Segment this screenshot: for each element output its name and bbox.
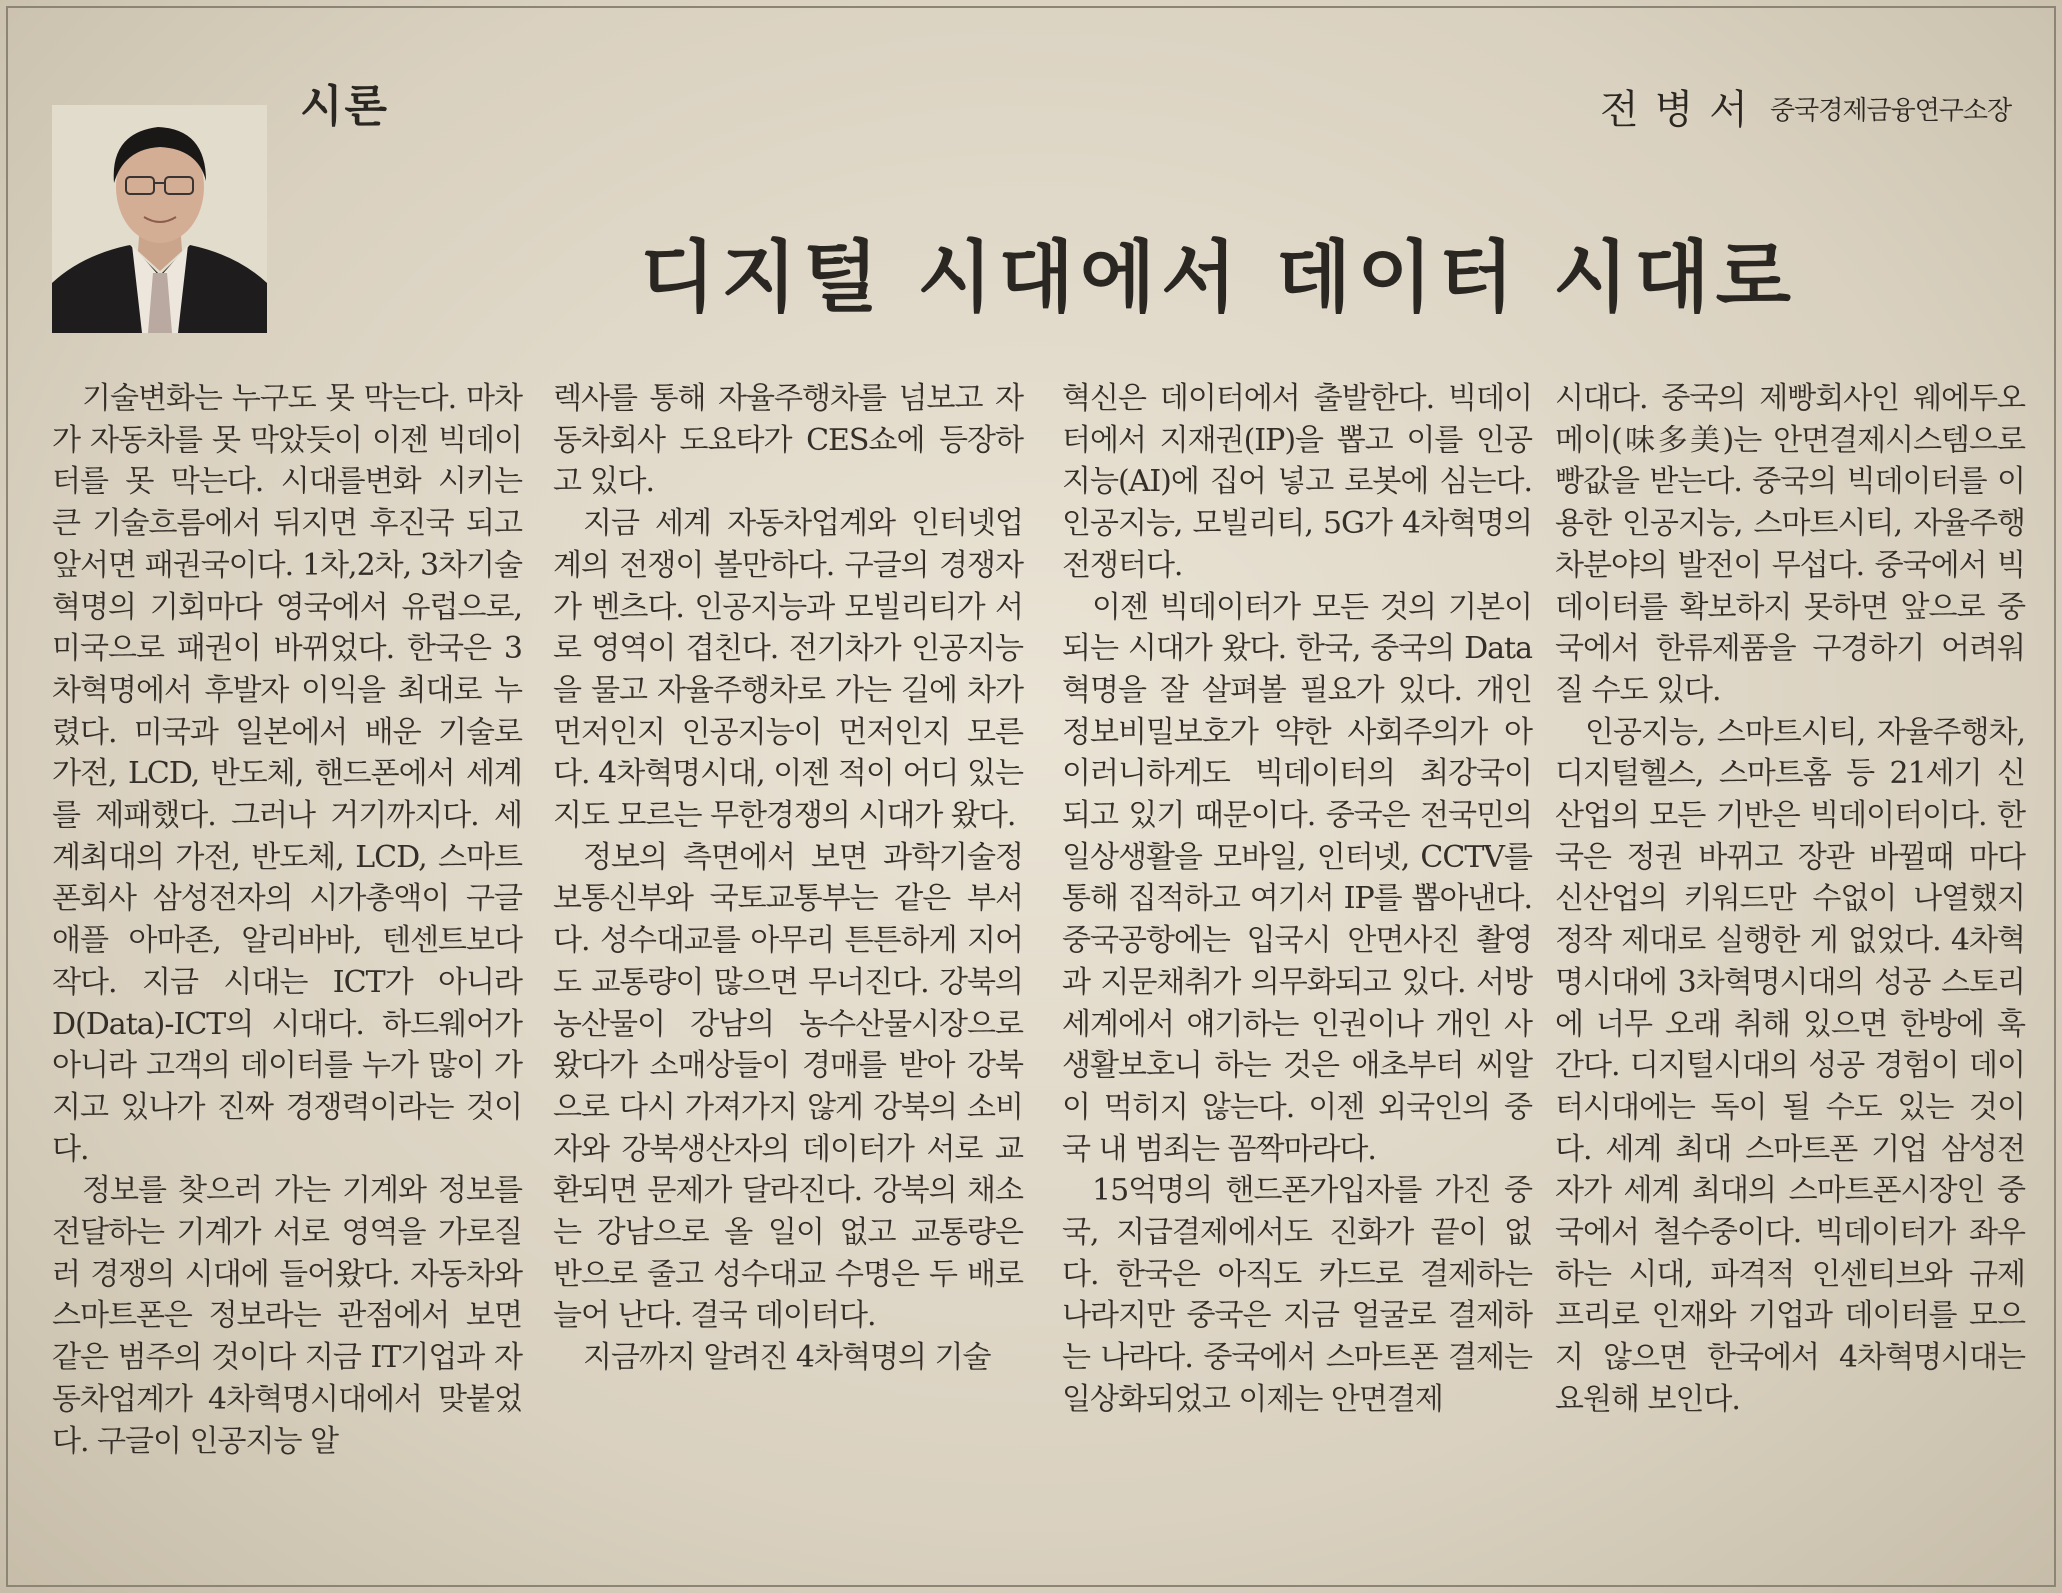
- article-column-2: [553, 378, 1023, 1379]
- paragraph: 렉사를 통해 자율주행차를 넘보고 자동차회사 도요타가 CES쇼에 등장하고 있다.: [553, 381, 1023, 500]
- article-column-1: [52, 378, 522, 1462]
- article-headline: 디지털 시대에서 데이터 시대로: [640, 232, 1797, 323]
- author-affiliation: 중국경제금융연구소장: [1770, 96, 2012, 126]
- paragraph: 지금 세계 자동차업계와 인터넷업계의 전쟁이 볼만하다. 구글의 경쟁자가 벤츠다. 인공지능과 모빌리티가 서로 영역이 겹친다. 전기차가 인공지능을 물고 자율주행차로 가는 길에 차가 먼저인지 인공지능이 먼저인지 모른다. 4차혁명시대, 이젠 적이 어디 있는지도 모르는 무한경쟁의 시대가 왔다.: [553, 506, 1023, 834]
- article-column-3: [1062, 378, 1532, 1421]
- author-portrait: [52, 105, 267, 333]
- paragraph: 기술변화는 누구도 못 막는다. 마차가 자동차를 못 막았듯이 이젠 빅데이터를 못 막는다. 시대를변화 시키는 큰 기술흐름에서 뒤지면 후진국 되고 앞서면 패권국이다. 1차,2차, 3차기술혁명의 기회마다 영국에서 유럽으로, 미국으로 패권이 바뀌었다. 한국은 3차혁명에서 후발자 이익을 최대로 누렸다. 미국과 일본에서 배운 기술로 가전, LCD, 반도체, 핸드폰에서 세계를 제패했다. 그러나 거기까지다. 세계최대의 가전, 반도체, LCD, 스마트폰회사 삼성전자의 시가총액이 구글 애플 아마존, 알리바바, 텐센트보다 작다. 지금 시대는 ICT가 아니라 D(Data)-ICT의 시대다. 하드웨어가 아니라 고객의 데이터를 누가 많이 가지고 있나가 진짜 경쟁력이라는 것이다.: [52, 381, 522, 1167]
- paragraph: 혁신은 데이터에서 출발한다. 빅데이터에서 지재권(IP)을 뽑고 이를 인공지능(AI)에 집어 넣고 로봇에 심는다. 인공지능, 모빌리티, 5G가 4차혁명의 전쟁터다.: [1062, 381, 1532, 583]
- paragraph: 정보를 찾으러 가는 기계와 정보를 전달하는 기계가 서로 영역을 가로질러 경쟁의 시대에 들어왔다. 자동차와 스마트폰은 정보라는 관점에서 보면 같은 범주의 것이다 지금 IT기업과 자동차업계가 4차혁명시대에서 맞붙었다. 구글이 인공지능 알: [52, 1173, 522, 1459]
- author-name: 전병서: [1600, 87, 1764, 133]
- paragraph: 인공지능, 스마트시티, 자율주행차, 디지털헬스, 스마트홈 등 21세기 신산업의 모든 기반은 빅데이터이다. 한국은 정권 바뀌고 장관 바뀔때 마다 신산업의 키워드만 수없이 나열했지 정작 제대로 실행한 게 없었다. 4차혁명시대에 3차혁명시대의 성공 스토리에 너무 오래 취해 있으면 한방에 훅 간다. 디지털시대의 성공 경험이 데이터시대에는 독이 될 수도 있는 것이다. 세계 최대 스마트폰 기업 삼성전자가 세계 최대의 스마트폰시장인 중국에서 철수중이다. 빅데이터가 좌우하는 시대, 파격적 인센티브와 규제 프리로 인재와 기업과 데이터를 모으지 않으면 한국에서 4차혁명시대는 요원해 보인다.: [1555, 714, 2025, 1417]
- paragraph: 지금까지 알려진 4차혁명의 기술: [583, 1340, 991, 1376]
- paragraph: 정보의 측면에서 보면 과학기술정보통신부와 국토교통부는 같은 부서다. 성수대교를 아무리 튼튼하게 지어도 교통량이 많으면 무너진다. 강북의 농산물이 강남의 농수산물시장으로 왔다가 소매상들이 경매를 받아 강북으로 다시 가져가지 않게 강북의 소비자와 강북생산자의 데이터가 서로 교환되면 문제가 달라진다. 강북의 채소는 강남으로 올 일이 없고 교통량은 반으로 줄고 성수대교 수명은 두 배로 늘어 난다. 결국 데이터다.: [553, 839, 1023, 1334]
- section-label: 시론: [300, 81, 390, 132]
- paragraph: 15억명의 핸드폰가입자를 가진 중국, 지급결제에서도 진화가 끝이 없다. 한국은 아직도 카드로 결제하는 나라지만 중국은 지금 얼굴로 결제하는 나라다. 중국에서 스마트폰 결제는 일상화되었고 이제는 안면결제: [1062, 1173, 1532, 1417]
- paragraph: 이젠 빅데이터가 모든 것의 기본이 되는 시대가 왔다. 한국, 중국의 Data혁명을 잘 살펴볼 필요가 있다. 개인정보비밀보호가 약한 사회주의가 아이러니하게도 빅데이터의 최강국이 되고 있기 때문이다. 중국은 전국민의 일상생활을 모바일, 인터넷, CCTV를 통해 집적하고 여기서 IP를 뽑아낸다. 중국공항에는 입국시 안면사진 촬영과 지문채취가 의무화되고 있다. 서방세계에서 얘기하는 인권이나 개인 사생활보호니 하는 것은 애초부터 씨알이 먹히지 않는다. 이젠 외국인의 중국 내 범죄는 꼼짝마라다.: [1062, 589, 1532, 1167]
- paragraph: 시대다. 중국의 제빵회사인 웨에두오메이(味多美)는 안면결제시스템으로 빵값을 받는다. 중국의 빅데이터를 이용한 인공지능, 스마트시티, 자율주행차분야의 발전이 무섭다. 중국에서 빅데이터를 확보하지 못하면 앞으로 중국에서 한류제품을 구경하기 어려워질 수도 있다.: [1555, 381, 2025, 708]
- article-column-4: [1555, 378, 2025, 1421]
